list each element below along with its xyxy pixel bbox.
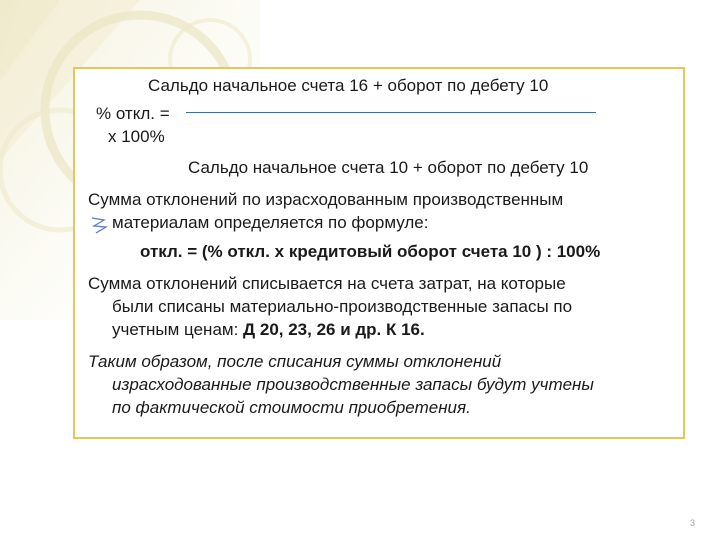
paragraph-line: Таким образом, после списания суммы отклонений (88, 352, 502, 371)
paragraph-write-off (88, 272, 672, 341)
paragraph-line: Сумма отклонений списывается на счета затрат, на которые (88, 274, 566, 293)
account-codes: Д 20, 23, 26 и др. К 16. (243, 320, 425, 339)
paragraph-line: израсходованные производственные запасы будут учтены (112, 375, 594, 394)
formula-multiplier: х 100% (108, 127, 165, 146)
paragraph-conclusion (88, 350, 672, 419)
paragraph-line: Сумма отклонений по израсходованным производственным (88, 190, 564, 209)
formula-lhs: % откл. = (96, 104, 170, 123)
paragraph-line-prefix: учетным ценам: (112, 320, 244, 339)
paragraph-line: материалам определяется по формуле: (112, 213, 429, 232)
paragraph-line (88, 318, 672, 341)
fraction-rule (186, 112, 596, 113)
paragraph-line: были списаны материально-производственные запасы по (112, 297, 573, 316)
pen-mark-icon (90, 214, 112, 236)
paragraph-deviation-sum (88, 188, 672, 234)
formula-deviation: откл. = (% откл. х кредитовый оборот счета 10 ) : 100% (140, 242, 601, 261)
formula-numerator: Сальдо начальное счета 16 + оборот по дебету 10 (148, 76, 549, 95)
formula-denominator: Сальдо начальное счета 10 + оборот по дебету 10 (188, 158, 589, 177)
paragraph-line: по фактической стоимости приобретения. (112, 398, 471, 417)
page-number: 3 (690, 518, 696, 528)
